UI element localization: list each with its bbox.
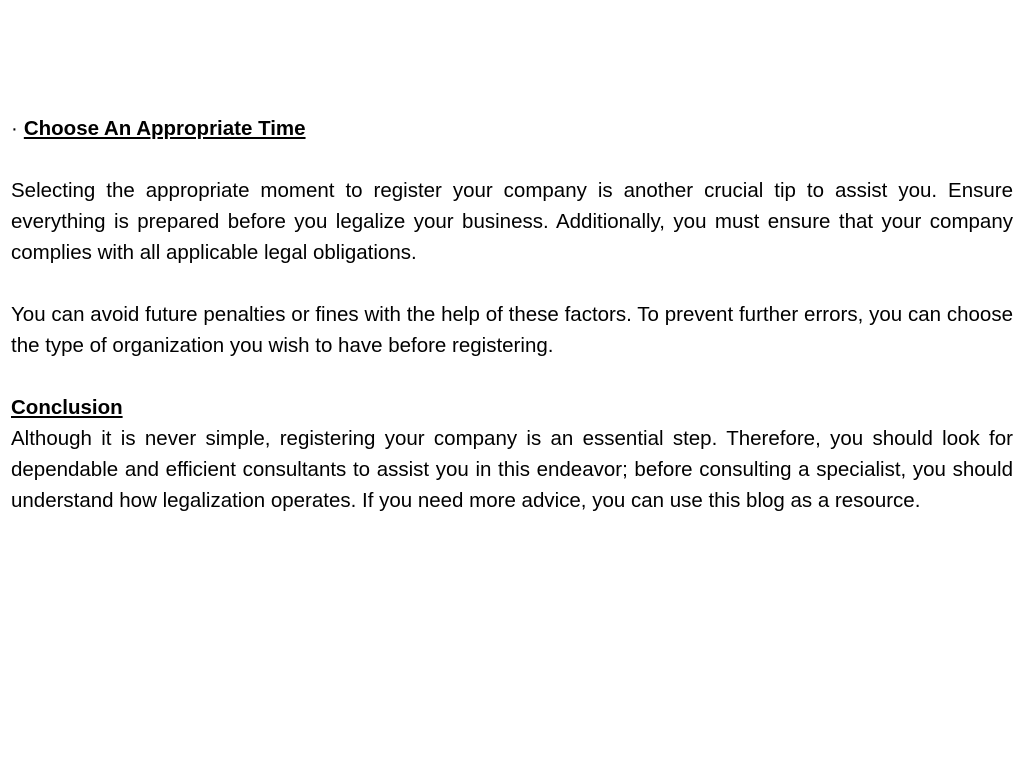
conclusion-heading-line bbox=[11, 392, 1013, 423]
conclusion-heading: Conclusion bbox=[11, 396, 123, 419]
conclusion-paragraph: Although it is never simple, registering your company is an essential step. Therefore, you should look for dependable and efficient consultants to assist you in this endeavor; before consulting a specialist, you should understand how legalization operates. If you need more advice, you can use this blog as a resource. bbox=[11, 427, 1013, 512]
spacer bbox=[11, 268, 1013, 299]
spacer bbox=[11, 144, 1013, 175]
section-heading-line bbox=[11, 113, 1013, 144]
document-body bbox=[11, 113, 1013, 516]
paragraph: You can avoid future penalties or fines with the help of these factors. To prevent further errors, you can choose the type of organization you wish to have before registering. bbox=[11, 303, 1013, 357]
section-heading: Choose An Appropriate Time bbox=[23, 117, 306, 140]
spacer bbox=[11, 361, 1013, 392]
bullet-marker: · bbox=[11, 117, 18, 140]
paragraph: Selecting the appropriate moment to register your company is another crucial tip to assist you. Ensure everything is prepared before you legalize your business. Additionally, you must ensure that your company complies with all applicable legal obligations. bbox=[11, 179, 1013, 264]
